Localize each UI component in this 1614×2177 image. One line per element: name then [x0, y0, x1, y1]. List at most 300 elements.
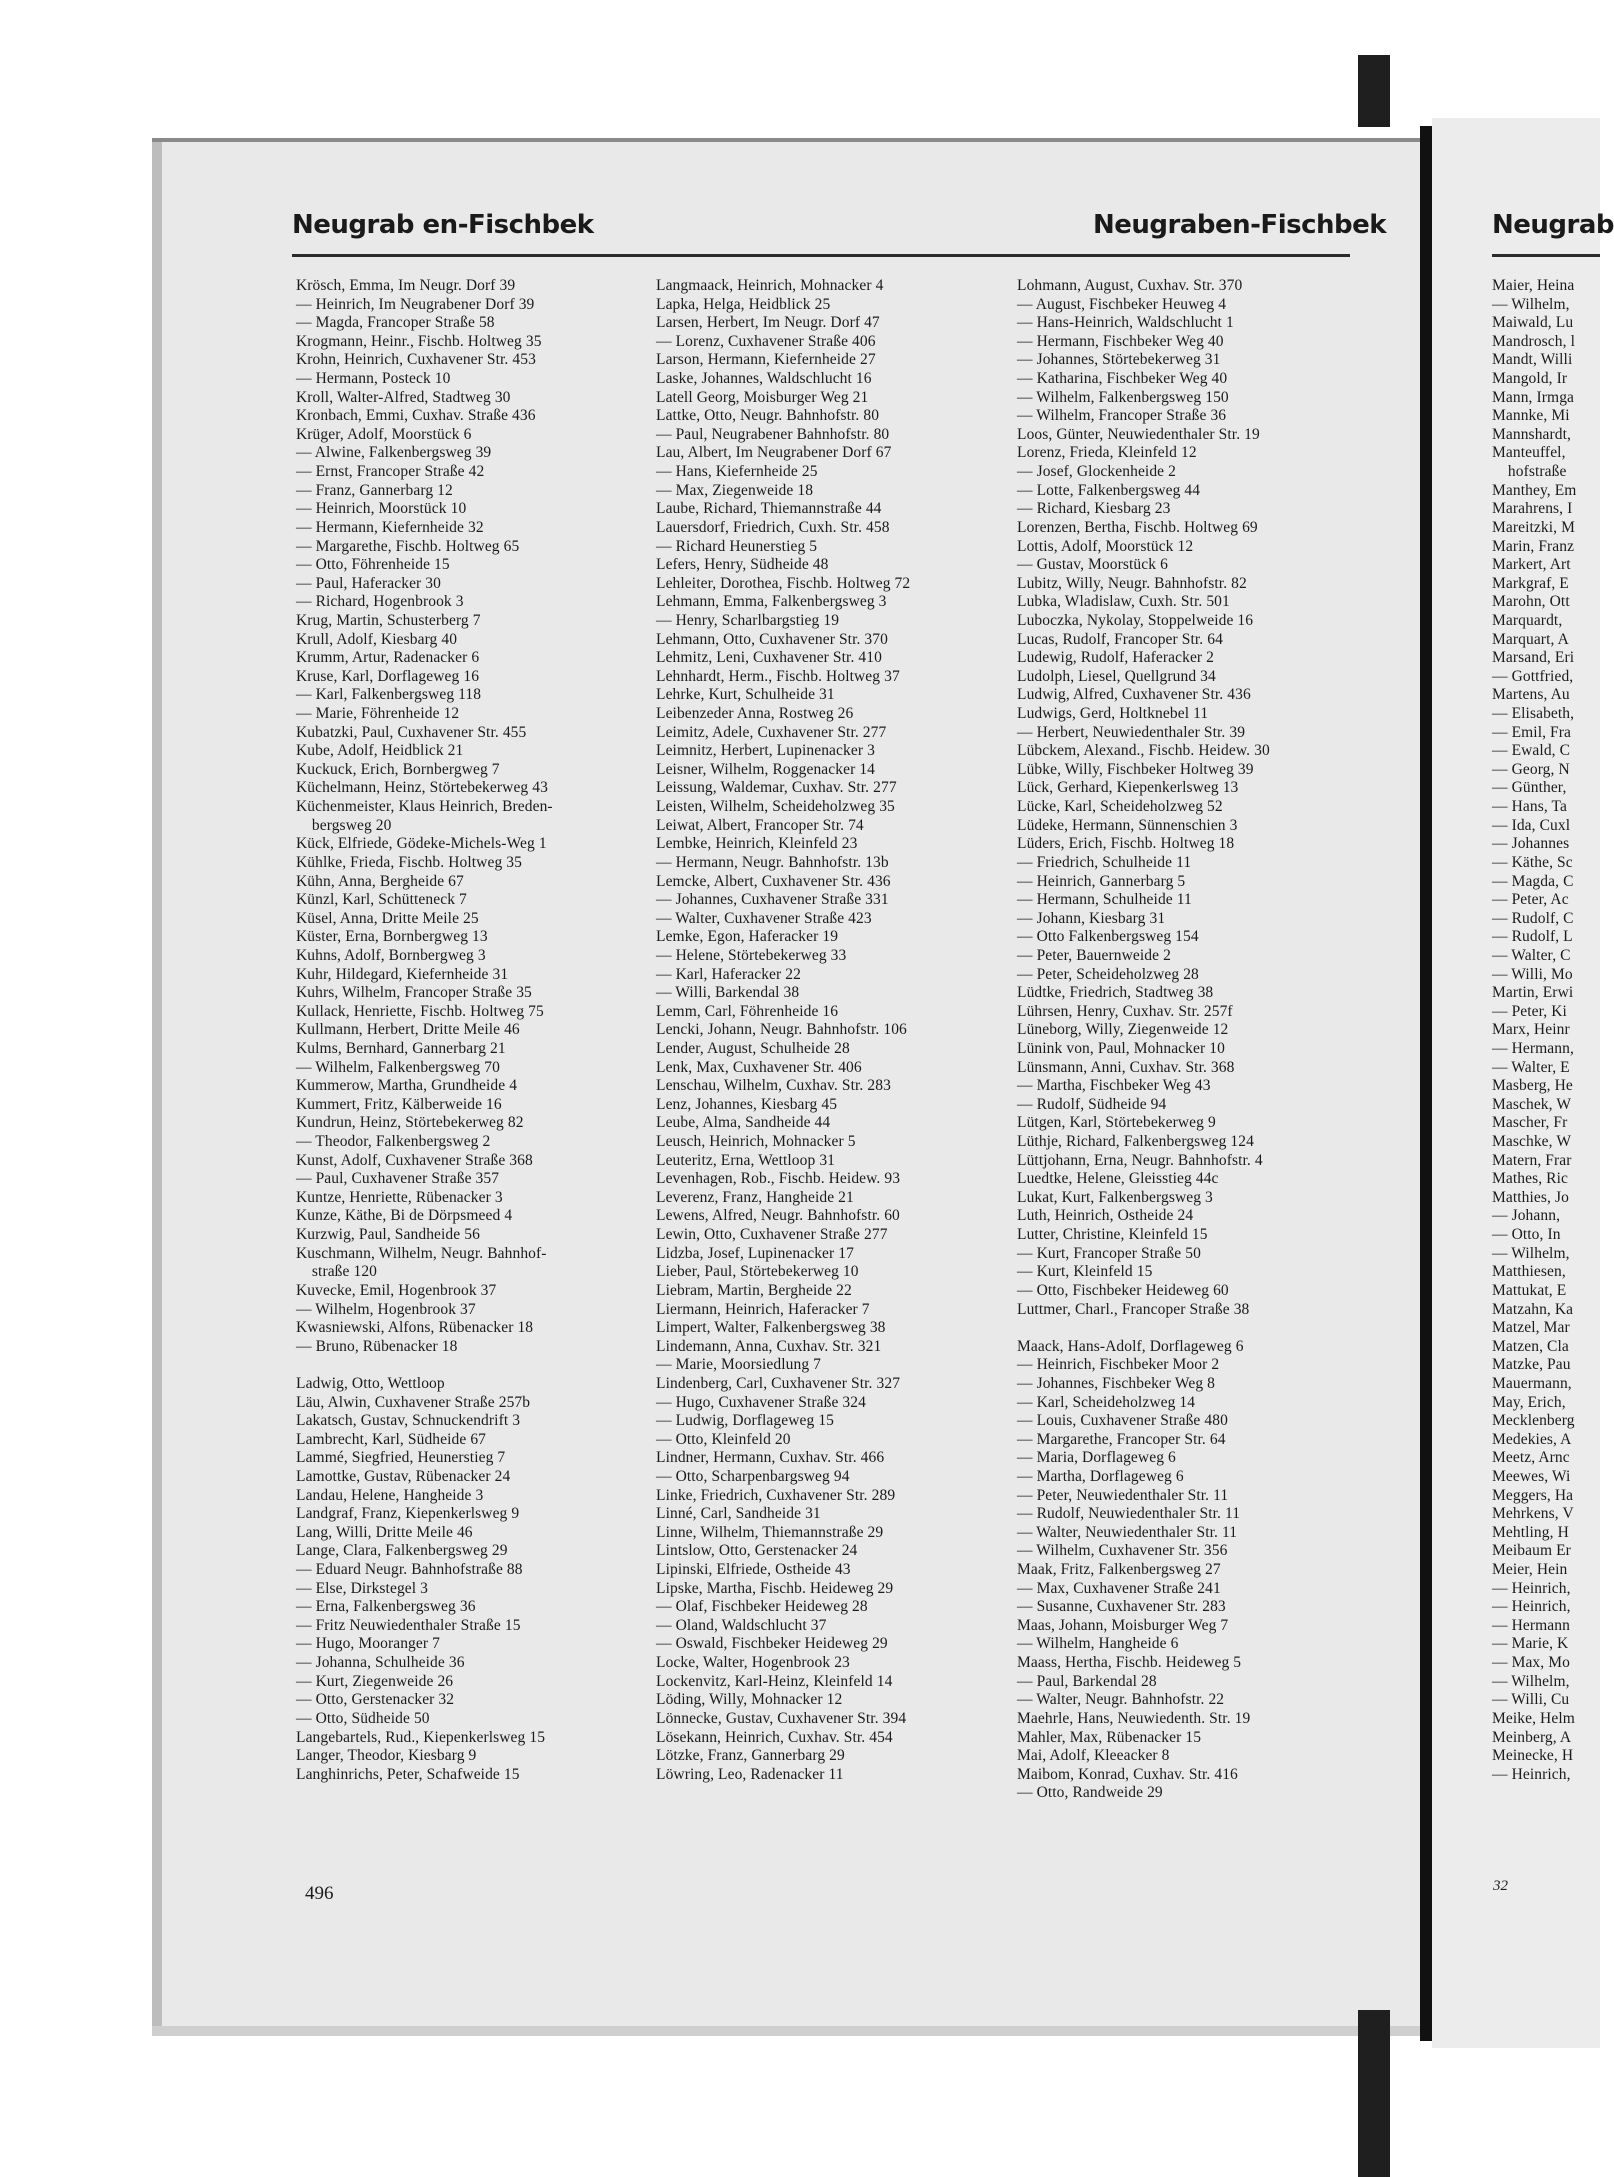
- directory-entry: — Peter, Neuwiedenthaler Str. 11: [1017, 1486, 1229, 1504]
- directory-entry: Landgraf, Franz, Kiepenkerlsweg 9: [296, 1505, 520, 1523]
- directory-entry: Lünsmann, Anni, Cuxhav. Str. 368: [1017, 1058, 1235, 1076]
- directory-entry: Lönnecke, Gustav, Cuxhavener Str. 394: [656, 1709, 907, 1727]
- directory-entry: — Käthe, Sc: [1492, 853, 1573, 871]
- directory-entry: Kullmann, Herbert, Dritte Meile 46: [296, 1021, 520, 1039]
- directory-entry: Kuhrs, Wilhelm, Francoper Straße 35: [296, 984, 532, 1002]
- directory-entry: — Günther,: [1492, 779, 1567, 797]
- directory-entry: Linne, Wilhelm, Thiemannstraße 29: [656, 1523, 884, 1541]
- directory-column-3: [1017, 277, 1270, 1803]
- directory-entry: — Kurt, Ziegenweide 26: [296, 1672, 454, 1690]
- directory-entry: — Hugo, Cuxhavener Straße 324: [656, 1393, 866, 1411]
- directory-entry: — Willi, Barkendal 38: [656, 984, 800, 1002]
- directory-entry: — Theodor, Falkenbergsweg 2: [296, 1133, 491, 1151]
- directory-entry: Leverenz, Franz, Hangheide 21: [656, 1188, 854, 1206]
- directory-entry: Mauermann,: [1492, 1374, 1572, 1392]
- directory-entry: Langer, Theodor, Kiesbarg 9: [296, 1747, 477, 1765]
- directory-entry: Küchenmeister, Klaus Heinrich, Breden-: [296, 798, 553, 816]
- directory-entry: Kühlke, Frieda, Fischb. Holtweg 35: [296, 853, 522, 871]
- directory-entry: — Otto, Scharpenbargsweg 94: [656, 1468, 850, 1485]
- directory-entry: Maehrle, Hans, Neuwiedenth. Str. 19: [1017, 1709, 1251, 1727]
- directory-entry: Kuschmann, Wilhelm, Neugr. Bahnhof-: [296, 1244, 547, 1262]
- directory-entry: — Richard, Hogenbrook 3: [296, 593, 464, 611]
- directory-entry: — Otto, Gerstenacker 32: [296, 1691, 455, 1709]
- directory-entry: — Peter, Scheideholzweg 28: [1017, 965, 1199, 983]
- running-head-left: Neugrab en-Fischbek: [292, 210, 594, 240]
- directory-entry: Kruse, Karl, Dorflageweg 16: [296, 667, 480, 685]
- directory-entry: Matthies, Jo: [1492, 1188, 1569, 1206]
- directory-entry: Küsel, Anna, Dritte Meile 25: [296, 909, 479, 927]
- directory-entry: Luboczka, Nykolay, Stoppelweide 16: [1017, 611, 1254, 629]
- directory-entry: — Wilhelm, Cuxhavener Str. 356: [1017, 1542, 1228, 1560]
- directory-entry: — Wilhelm, Hangheide 6: [1017, 1635, 1179, 1653]
- directory-entry: Krohn, Heinrich, Cuxhavener Str. 453: [296, 351, 536, 369]
- directory-entry: Lemm, Carl, Föhrenheide 16: [656, 1002, 839, 1020]
- page-top-edge: [152, 138, 1422, 142]
- directory-entry: Marquardt,: [1492, 611, 1563, 629]
- directory-entry: — Marie, Moorsiedlung 7: [656, 1356, 822, 1374]
- directory-entry: Marohn, Ott: [1492, 593, 1570, 611]
- directory-entry: Krull, Adolf, Kiesbarg 40: [296, 630, 458, 648]
- directory-entry: Lefers, Henry, Südheide 48: [656, 556, 829, 574]
- directory-entry: — Georg, N: [1492, 760, 1570, 778]
- directory-entry: Kundrun, Heinz, Störtebekerweg 82: [296, 1114, 524, 1132]
- directory-entry: Maschek, W: [1492, 1095, 1572, 1113]
- directory-entry: — Eduard Neugr. Bahnhofstraße 88: [296, 1561, 523, 1579]
- directory-entry: Lindemann, Anna, Cuxhav. Str. 321: [656, 1337, 882, 1355]
- directory-entry: — Martha, Dorflageweg 6: [1017, 1468, 1184, 1485]
- directory-entry: — Martha, Fischbeker Weg 43: [1017, 1077, 1211, 1095]
- directory-entry: Künzl, Karl, Schütteneck 7: [296, 891, 467, 909]
- directory-entry: [1017, 1319, 1270, 1338]
- directory-entry: — Margarethe, Fischb. Holtweg 65: [296, 537, 520, 555]
- directory-entry: Löwring, Leo, Radenacker 11: [656, 1765, 844, 1783]
- directory-entry: Lencki, Johann, Neugr. Bahnhofstr. 106: [656, 1021, 907, 1039]
- directory-entry: — Paul, Barkendal 28: [1017, 1672, 1157, 1690]
- directory-entry: Mahler, Max, Rübenacker 15: [1017, 1728, 1202, 1746]
- directory-entry: Martin, Erwi: [1492, 984, 1574, 1002]
- directory-entry: — Gustav, Moorstück 6: [1017, 556, 1168, 574]
- directory-entry: Meinberg, A: [1492, 1728, 1572, 1746]
- directory-entry: — Otto, Fischbeker Heideweg 60: [1017, 1281, 1229, 1299]
- directory-entry: Lehmann, Emma, Falkenbergsweg 3: [656, 593, 887, 611]
- directory-entry: Kunze, Käthe, Bi de Dörpsmeed 4: [296, 1207, 513, 1225]
- directory-entry: Matzahn, Ka: [1492, 1300, 1574, 1318]
- directory-entry: Meewes, Wi: [1492, 1468, 1571, 1485]
- directory-entry: — Marie, Föhrenheide 12: [296, 705, 460, 723]
- directory-entry: Landau, Helene, Hangheide 3: [296, 1486, 484, 1504]
- directory-entry: Kullack, Henriette, Fischb. Holtweg 75: [296, 1002, 544, 1020]
- directory-entry: Locke, Walter, Hogenbrook 23: [656, 1654, 850, 1672]
- directory-entry: — Rudolf, Südheide 94: [1017, 1095, 1167, 1113]
- directory-entry: Latell Georg, Moisburger Weg 21: [656, 388, 869, 406]
- directory-entry: Lötzke, Franz, Gannerbarg 29: [656, 1747, 845, 1765]
- directory-entry: — Otto, Randweide 29: [1017, 1784, 1163, 1802]
- directory-entry: Linné, Carl, Sandheide 31: [656, 1505, 821, 1523]
- directory-entry: — Johanna, Schulheide 36: [296, 1654, 465, 1672]
- directory-entry: Lünink von, Paul, Mohnacker 10: [1017, 1039, 1225, 1057]
- directory-entry: Meier, Hein: [1492, 1561, 1568, 1579]
- directory-entry: Mannke, Mi: [1492, 407, 1570, 425]
- directory-entry: — Ewald, C: [1492, 742, 1571, 760]
- directory-entry: — Katharina, Fischbeker Weg 40: [1017, 370, 1228, 388]
- directory-entry: Kuvecke, Emil, Hogenbrook 37: [296, 1281, 497, 1299]
- directory-entry: Kück, Elfriede, Gödeke-Michels-Weg 1: [296, 835, 547, 853]
- directory-entry: [296, 1356, 553, 1375]
- directory-entry: Martens, Au: [1492, 686, 1570, 704]
- directory-entry: — Hermann,: [1492, 1039, 1574, 1057]
- directory-entry: — Maria, Dorflageweg 6: [1017, 1449, 1176, 1467]
- directory-entry: — Louis, Cuxhavener Straße 480: [1017, 1412, 1228, 1430]
- directory-entry: Maibom, Konrad, Cuxhav. Str. 416: [1017, 1765, 1238, 1783]
- directory-entry: Maak, Fritz, Falkenbergsweg 27: [1017, 1561, 1221, 1579]
- directory-entry: Lindenberg, Carl, Cuxhavener Str. 327: [656, 1374, 901, 1392]
- directory-entry: Lehleiter, Dorothea, Fischb. Holtweg 72: [656, 574, 911, 592]
- directory-entry: — Heinrich,: [1492, 1765, 1571, 1783]
- directory-entry: Krogmann, Heinr., Fischb. Holtweg 35: [296, 332, 542, 350]
- directory-entry: — Friedrich, Schulheide 11: [1017, 853, 1192, 871]
- directory-entry: Lapka, Helga, Heidblick 25: [656, 295, 831, 313]
- directory-entry: Kuckuck, Erich, Bornbergweg 7: [296, 760, 500, 778]
- directory-entry: hofstraße: [1492, 463, 1567, 481]
- directory-entry: Meibaum Er: [1492, 1542, 1571, 1560]
- directory-entry: — Rudolf, L: [1492, 928, 1573, 946]
- directory-entry: Marin, Franz: [1492, 537, 1575, 555]
- directory-entry: — Walter, Neuwiedenthaler Str. 11: [1017, 1523, 1238, 1541]
- directory-entry: Kuhr, Hildegard, Kiefernheide 31: [296, 965, 509, 983]
- directory-entry: Leimnitz, Herbert, Lupinenacker 3: [656, 742, 875, 760]
- directory-entry: — Wilhelm,: [1492, 1672, 1570, 1690]
- directory-entry: Levenhagen, Rob., Fischb. Heidew. 93: [656, 1170, 901, 1188]
- directory-entry: Leiwat, Albert, Francoper Str. 74: [656, 816, 864, 834]
- directory-entry: Lenk, Max, Cuxhavener Str. 406: [656, 1058, 862, 1076]
- directory-entry: — Otto Falkenbergsweg 154: [1017, 928, 1199, 946]
- directory-entry: Leimitz, Adele, Cuxhavener Str. 277: [656, 723, 887, 741]
- directory-entry: Kummerow, Martha, Grundheide 4: [296, 1077, 518, 1095]
- directory-entry: — Hans, Kiefernheide 25: [656, 463, 818, 481]
- directory-entry: — Peter, Ac: [1492, 891, 1569, 909]
- directory-entry: — Hermann, Schulheide 11: [1017, 891, 1192, 909]
- directory-entry: — Paul, Haferacker 30: [296, 574, 441, 592]
- directory-entry: Kroll, Walter-Alfred, Stadtweg 30: [296, 388, 511, 406]
- directory-entry: Kuhns, Adolf, Bornbergweg 3: [296, 946, 486, 964]
- directory-entry: — Hugo, Mooranger 7: [296, 1635, 440, 1653]
- running-head-right: Neugraben-Fischbek: [1093, 210, 1387, 240]
- directory-entry: Limpert, Walter, Falkenbergsweg 38: [656, 1319, 886, 1337]
- directory-entry: — Kurt, Francoper Straße 50: [1017, 1244, 1201, 1262]
- directory-entry: Maack, Hans-Adolf, Dorflageweg 6: [1017, 1337, 1244, 1355]
- directory-column-2: [656, 277, 910, 1784]
- directory-entry: — Erna, Falkenbergsweg 36: [296, 1598, 476, 1616]
- directory-entry: — Johannes, Cuxhavener Straße 331: [656, 891, 889, 909]
- directory-entry: Masberg, He: [1492, 1077, 1573, 1095]
- binding-strip-top: [1358, 55, 1390, 127]
- directory-entry: Lemcke, Albert, Cuxhavener Str. 436: [656, 872, 891, 890]
- directory-entry: — Hermann, Neugr. Bahnhofstr. 13b: [656, 853, 889, 871]
- directory-entry: Löding, Willy, Mohnacker 12: [656, 1691, 843, 1709]
- directory-entry: May, Erich,: [1492, 1393, 1566, 1411]
- directory-entry: Lüneborg, Willy, Ziegenweide 12: [1017, 1021, 1229, 1039]
- directory-entry: Läu, Alwin, Cuxhavener Straße 257b: [296, 1393, 531, 1411]
- directory-entry: — Elisabeth,: [1492, 705, 1575, 723]
- directory-entry: Kwasniewski, Alfons, Rübenacker 18: [296, 1319, 534, 1337]
- directory-entry: Lemke, Egon, Haferacker 19: [656, 928, 839, 946]
- directory-entry: — Paul, Neugrabener Bahnhofstr. 80: [656, 425, 890, 443]
- directory-entry: — Hermann, Kiefernheide 32: [296, 518, 484, 536]
- directory-entry: Lührsen, Henry, Cuxhav. Str. 257f: [1017, 1002, 1233, 1020]
- header-rule: [292, 254, 1350, 257]
- directory-entry: Matzel, Mar: [1492, 1319, 1570, 1337]
- directory-entry: Luttmer, Charl., Francoper Straße 38: [1017, 1300, 1250, 1318]
- page-number-right: 32: [1493, 1878, 1508, 1894]
- directory-entry: — Gottfried,: [1492, 667, 1574, 685]
- directory-entry: Meike, Helm: [1492, 1709, 1575, 1727]
- directory-entry: Lösekann, Heinrich, Cuxhav. Str. 454: [656, 1728, 893, 1746]
- directory-entry: — Margarethe, Francoper Str. 64: [1017, 1430, 1226, 1448]
- directory-entry: — Wilhelm,: [1492, 1244, 1570, 1262]
- directory-entry: Lübke, Willy, Fischbeker Holtweg 39: [1017, 760, 1254, 778]
- page-number-left: 496: [305, 1883, 334, 1904]
- directory-entry: — Walter, E: [1492, 1058, 1570, 1076]
- directory-entry: Linke, Friedrich, Cuxhavener Str. 289: [656, 1486, 896, 1504]
- directory-entry: Larson, Hermann, Kiefernheide 27: [656, 351, 876, 369]
- directory-entry: Lukat, Kurt, Falkenbergsweg 3: [1017, 1188, 1213, 1206]
- directory-entry: — Max, Cuxhavener Straße 241: [1017, 1579, 1221, 1597]
- directory-entry: Lender, August, Schulheide 28: [656, 1039, 850, 1057]
- directory-entry: Lauersdorf, Friedrich, Cuxh. Str. 458: [656, 518, 890, 536]
- directory-entry: Lücke, Karl, Scheideholzweg 52: [1017, 798, 1223, 816]
- directory-entry: Meinecke, H: [1492, 1747, 1574, 1765]
- directory-entry: Laske, Johannes, Waldschlucht 16: [656, 370, 872, 388]
- directory-entry: Meggers, Ha: [1492, 1486, 1574, 1504]
- directory-entry: Kuntze, Henriette, Rübenacker 3: [296, 1188, 503, 1206]
- directory-entry: Matthiesen,: [1492, 1263, 1566, 1281]
- directory-entry: Marx, Heinr: [1492, 1021, 1570, 1039]
- directory-entry: Lau, Albert, Im Neugrabener Dorf 67: [656, 444, 892, 462]
- directory-entry: Lutter, Christine, Kleinfeld 15: [1017, 1226, 1208, 1244]
- directory-entry: — Herbert, Neuwiedenthaler Str. 39: [1017, 723, 1246, 741]
- directory-entry: — Emil, Fra: [1492, 723, 1572, 741]
- directory-entry: — Lorenz, Cuxhavener Straße 406: [656, 332, 876, 350]
- directory-entry: — Lotte, Falkenbergsweg 44: [1017, 481, 1201, 499]
- directory-entry: Lipinski, Elfriede, Ostheide 43: [656, 1561, 851, 1579]
- directory-entry: Maas, Johann, Moisburger Weg 7: [1017, 1616, 1229, 1634]
- directory-entry: — Paul, Cuxhavener Straße 357: [296, 1170, 500, 1188]
- directory-entry: Lehmann, Otto, Cuxhavener Str. 370: [656, 630, 888, 648]
- directory-entry: Krumm, Artur, Radenacker 6: [296, 649, 480, 667]
- directory-entry: Lintslow, Otto, Gerstenacker 24: [656, 1542, 858, 1560]
- directory-entry: — Fritz Neuwiedenthaler Straße 15: [296, 1616, 521, 1634]
- directory-entry: Ladwig, Otto, Wettloop: [296, 1374, 445, 1392]
- directory-entry: Leusch, Heinrich, Mohnacker 5: [656, 1133, 856, 1151]
- directory-entry: — Max, Mo: [1492, 1654, 1570, 1672]
- directory-entry: Lucas, Rudolf, Francoper Str. 64: [1017, 630, 1223, 648]
- directory-entry: Ludwigs, Gerd, Holtknebel 11: [1017, 705, 1209, 723]
- directory-entry: Maiwald, Lu: [1492, 314, 1574, 332]
- directory-entry: Liebram, Martin, Bergheide 22: [656, 1281, 852, 1299]
- directory-entry: — Kurt, Kleinfeld 15: [1017, 1263, 1153, 1281]
- directory-entry: — Susanne, Cuxhavener Str. 283: [1017, 1598, 1226, 1616]
- directory-entry: — Peter, Ki: [1492, 1002, 1567, 1020]
- directory-entry: Lenz, Johannes, Kiesbarg 45: [656, 1095, 838, 1113]
- directory-entry: — Else, Dirkstegel 3: [296, 1579, 429, 1597]
- directory-entry: Mehtling, H: [1492, 1523, 1569, 1541]
- directory-entry: Mecklenberg: [1492, 1412, 1575, 1430]
- directory-entry: Maier, Heina: [1492, 277, 1575, 294]
- directory-entry: — Willi, Mo: [1492, 965, 1573, 983]
- directory-entry: Langmaack, Heinrich, Mohnacker 4: [656, 277, 884, 294]
- directory-entry: Mattukat, E: [1492, 1281, 1567, 1299]
- directory-entry: Lattke, Otto, Neugr. Bahnhofstr. 80: [656, 407, 880, 425]
- directory-entry: — Karl, Scheideholzweg 14: [1017, 1393, 1196, 1411]
- directory-entry: Liermann, Heinrich, Haferacker 7: [656, 1300, 870, 1318]
- directory-entry: Küster, Erna, Bornbergweg 13: [296, 928, 488, 946]
- directory-entry: Leibenzeder Anna, Rostweg 26: [656, 705, 854, 723]
- directory-entry: Lakatsch, Gustav, Schnuckendrift 3: [296, 1412, 521, 1430]
- directory-entry: Manthey, Em: [1492, 481, 1577, 499]
- directory-entry: — Hermann, Posteck 10: [296, 370, 451, 388]
- directory-column-1: [296, 277, 553, 1784]
- directory-entry: Medekies, A: [1492, 1430, 1572, 1448]
- directory-entry: Mandt, Willi: [1492, 351, 1573, 369]
- directory-entry: Lorenzen, Bertha, Fischb. Holtweg 69: [1017, 518, 1258, 536]
- directory-entry: Lorenz, Frieda, Kleinfeld 12: [1017, 444, 1197, 462]
- directory-entry: Lubitz, Willy, Neugr. Bahnhofstr. 82: [1017, 574, 1247, 592]
- directory-entry: — Henry, Scharlbargstieg 19: [656, 611, 840, 629]
- directory-entry: — Peter, Bauernweide 2: [1017, 946, 1171, 964]
- directory-entry: — Wilhelm, Falkenbergsweg 150: [1017, 388, 1229, 406]
- directory-entry: — Heinrich, Moorstück 10: [296, 500, 467, 518]
- directory-entry: Matzke, Pau: [1492, 1356, 1571, 1374]
- directory-entry: — Walter, Neugr. Bahnhofstr. 22: [1017, 1691, 1225, 1709]
- directory-entry: Lang, Willi, Dritte Meile 46: [296, 1523, 473, 1541]
- directory-entry: Marahrens, I: [1492, 500, 1573, 518]
- directory-entry: Mannshardt,: [1492, 425, 1572, 443]
- directory-entry: Mathes, Ric: [1492, 1170, 1569, 1188]
- directory-entry: Kühn, Anna, Bergheide 67: [296, 872, 464, 890]
- directory-entry: Luedtke, Helene, Gleisstieg 44c: [1017, 1170, 1219, 1188]
- directory-entry: — Ernst, Francoper Straße 42: [296, 463, 485, 481]
- directory-entry: — Johannes: [1492, 835, 1570, 853]
- directory-entry: Lütgen, Karl, Störtebekerweg 9: [1017, 1114, 1216, 1132]
- directory-entry: — Ida, Cuxl: [1492, 816, 1571, 834]
- directory-entry: Lammé, Siegfried, Heunerstieg 7: [296, 1449, 506, 1467]
- directory-entry: Lembke, Heinrich, Kleinfeld 23: [656, 835, 858, 853]
- directory-entry: Kummert, Fritz, Kälberweide 16: [296, 1095, 502, 1113]
- directory-entry: — Johann, Kiesbarg 31: [1017, 909, 1166, 927]
- directory-entry: Krösch, Emma, Im Neugr. Dorf 39: [296, 277, 516, 294]
- directory-entry: — Oswald, Fischbeker Heideweg 29: [656, 1635, 888, 1653]
- directory-entry: Lüdeke, Hermann, Sünnenschien 3: [1017, 816, 1238, 834]
- directory-entry: — Heinrich,: [1492, 1579, 1571, 1597]
- directory-entry: Leissung, Waldemar, Cuxhav. Str. 277: [656, 779, 897, 797]
- directory-entry: — Otto, Südheide 50: [296, 1709, 430, 1727]
- directory-entry: Luth, Heinrich, Ostheide 24: [1017, 1207, 1194, 1225]
- directory-entry: — Richard, Kiesbarg 23: [1017, 500, 1171, 518]
- directory-entry: Lehrke, Kurt, Schulheide 31: [656, 686, 835, 704]
- directory-entry: Mangold, Ir: [1492, 370, 1568, 388]
- directory-entry: Laube, Richard, Thiemannstraße 44: [656, 500, 882, 518]
- directory-entry: — Walter, C: [1492, 946, 1571, 964]
- directory-entry: Markert, Art: [1492, 556, 1571, 574]
- directory-entry: — Wilhelm, Hogenbrook 37: [296, 1300, 476, 1318]
- directory-entry: — Willi, Cu: [1492, 1691, 1570, 1709]
- directory-entry: Kube, Adolf, Heidblick 21: [296, 742, 464, 760]
- directory-entry: Marquart, A: [1492, 630, 1569, 648]
- directory-entry: Langhinrichs, Peter, Schafweide 15: [296, 1765, 520, 1783]
- directory-entry: — Magda, C: [1492, 872, 1574, 890]
- directory-entry: Lüders, Erich, Fischb. Holtweg 18: [1017, 835, 1235, 853]
- directory-entry: Langebartels, Rud., Kiepenkerlsweg 15: [296, 1728, 546, 1746]
- directory-entry: — Karl, Falkenbergsweg 118: [296, 686, 482, 704]
- directory-entry: Leisten, Wilhelm, Scheideholzweg 35: [656, 798, 895, 816]
- directory-entry: — Johannes, Störtebekerweg 31: [1017, 351, 1221, 369]
- directory-entry: Manteuffel,: [1492, 444, 1566, 462]
- directory-entry: — Otto, In: [1492, 1226, 1561, 1244]
- directory-entry: — Josef, Glockenheide 2: [1017, 463, 1176, 481]
- directory-entry: Mehrkens, V: [1492, 1505, 1574, 1523]
- directory-entry: straße 120: [296, 1263, 378, 1281]
- running-head-next-page: Neugrab: [1492, 210, 1614, 240]
- directory-entry: Lehmitz, Leni, Cuxhavener Str. 410: [656, 649, 882, 667]
- directory-entry: — Rudolf, Neuwiedenthaler Str. 11: [1017, 1505, 1241, 1523]
- directory-entry: Loos, Günter, Neuwiedenthaler Str. 19: [1017, 425, 1260, 443]
- directory-entry: Lüttjohann, Erna, Neugr. Bahnhofstr. 4: [1017, 1151, 1263, 1169]
- directory-entry: Lüdtke, Friedrich, Stadtweg 38: [1017, 984, 1214, 1002]
- directory-entry: Krug, Martin, Schusterberg 7: [296, 611, 481, 629]
- header-rule-next-page: [1492, 254, 1600, 257]
- directory-entry: — Hermann: [1492, 1616, 1570, 1634]
- directory-entry: — Hermann, Fischbeker Weg 40: [1017, 332, 1224, 350]
- directory-entry: Lottis, Adolf, Moorstück 12: [1017, 537, 1194, 555]
- directory-entry: Lüthje, Richard, Falkenbergsweg 124: [1017, 1133, 1254, 1151]
- directory-entry: Kubatzki, Paul, Cuxhavener Str. 455: [296, 723, 527, 741]
- directory-entry: — Wilhelm,: [1492, 295, 1570, 313]
- directory-entry: — Johann,: [1492, 1207, 1561, 1225]
- directory-entry: — Karl, Haferacker 22: [656, 965, 801, 983]
- directory-entry: — Otto, Föhrenheide 15: [296, 556, 450, 574]
- directory-entry: Mascher, Fr: [1492, 1114, 1568, 1132]
- directory-entry: Lenschau, Wilhelm, Cuxhav. Str. 283: [656, 1077, 891, 1095]
- directory-entry: — Hans-Heinrich, Waldschlucht 1: [1017, 314, 1234, 332]
- directory-entry: — Heinrich, Gannerbarg 5: [1017, 872, 1186, 890]
- directory-entry: Mareitzki, M: [1492, 518, 1575, 536]
- directory-entry: Leube, Alma, Sandheide 44: [656, 1114, 831, 1132]
- directory-entry: — Max, Ziegenweide 18: [656, 481, 814, 499]
- directory-entry: — Ludwig, Dorflageweg 15: [656, 1412, 835, 1430]
- directory-entry: Kulms, Bernhard, Gannerbarg 21: [296, 1039, 506, 1057]
- binding-strip-bottom: [1358, 2010, 1390, 2177]
- directory-column-next-page: [1492, 277, 1600, 1784]
- directory-entry: — Oland, Waldschlucht 37: [656, 1616, 827, 1634]
- directory-entry: — Olaf, Fischbeker Heideweg 28: [656, 1598, 868, 1616]
- directory-entry: Lockenvitz, Karl-Heinz, Kleinfeld 14: [656, 1672, 893, 1690]
- directory-entry: Mandrosch, l: [1492, 332, 1575, 350]
- directory-entry: — Hans, Ta: [1492, 798, 1567, 816]
- directory-entry: Ludolph, Liesel, Quellgrund 34: [1017, 667, 1216, 685]
- directory-entry: Lehnhardt, Herm., Fischb. Holtweg 37: [656, 667, 900, 685]
- directory-entry: Lewin, Otto, Cuxhavener Straße 277: [656, 1226, 888, 1244]
- directory-entry: — Heinrich,: [1492, 1598, 1571, 1616]
- directory-entry: — Bruno, Rübenacker 18: [296, 1337, 458, 1355]
- directory-entry: — August, Fischbeker Heuweg 4: [1017, 295, 1227, 313]
- directory-entry: Lipske, Martha, Fischb. Heideweg 29: [656, 1579, 894, 1597]
- directory-entry: Lübckem, Alexand., Fischb. Heidew. 30: [1017, 742, 1270, 760]
- directory-entry: — Franz, Gannerbarg 12: [296, 481, 453, 499]
- directory-entry: Markgraf, E: [1492, 574, 1569, 592]
- directory-entry: Kronbach, Emmi, Cuxhav. Straße 436: [296, 407, 536, 425]
- directory-entry: Lidzba, Josef, Lupinenacker 17: [656, 1244, 854, 1262]
- directory-entry: Maschke, W: [1492, 1133, 1572, 1151]
